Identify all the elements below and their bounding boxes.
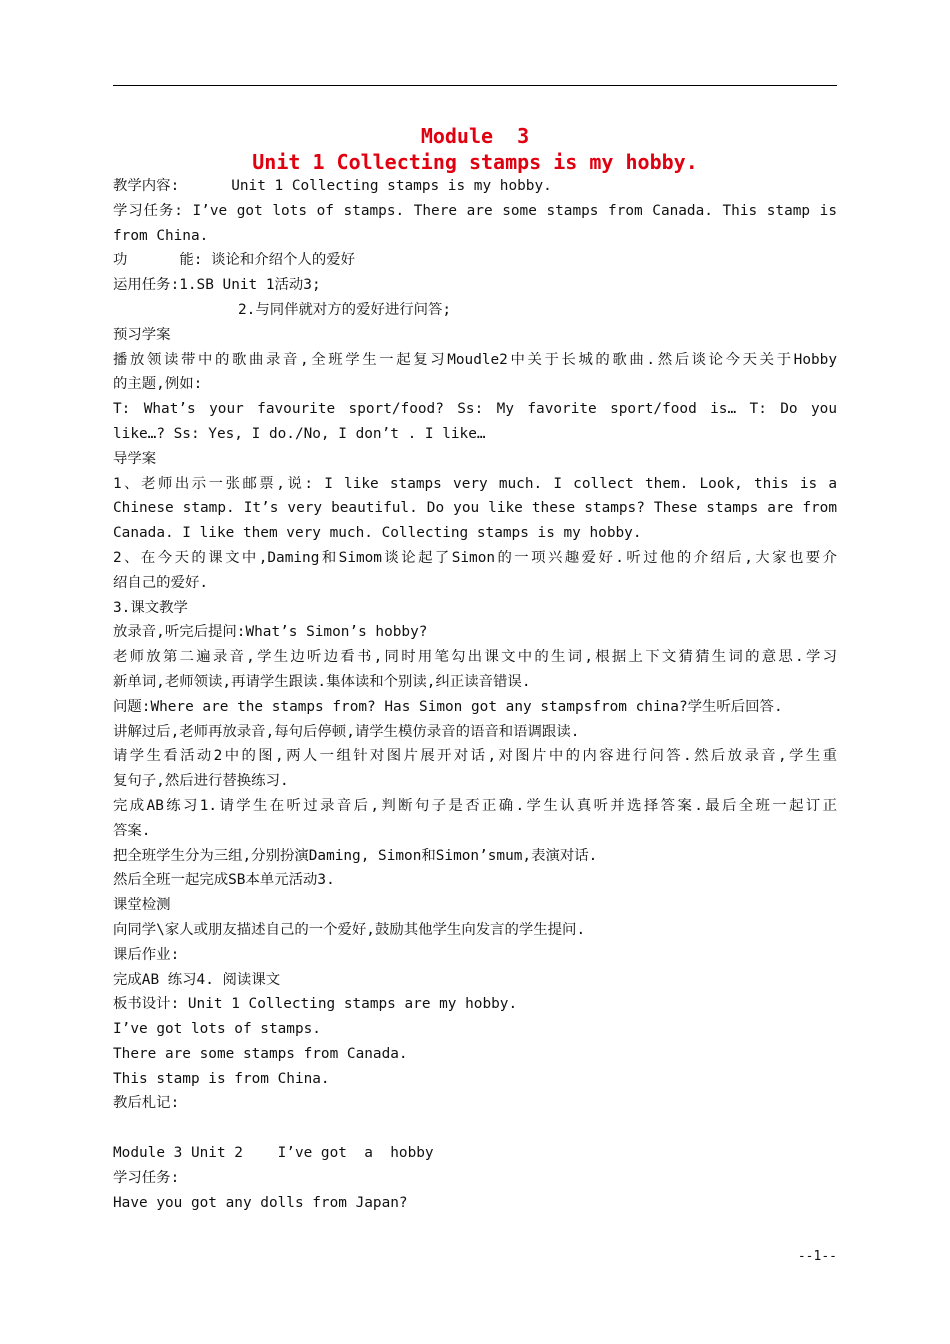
body-line: Canada. I like them very much. Collecting stamps is my hobby. — [113, 525, 642, 542]
header-rule — [113, 85, 837, 86]
body-line: 学习任务: I’ve got lots of stamps. There are some stamps from Canada. This stamp is — [113, 202, 837, 219]
body-line: 板书设计: Unit 1 Collecting stamps are my hobby. — [113, 996, 518, 1013]
unit-title: Unit 1 Collecting stamps is my hobby. — [252, 150, 698, 174]
body-line: 播放领读带中的歌曲录音,全班学生一起复习Moudle2中关于长城的歌曲.然后谈论今天关于Hobby — [113, 351, 837, 368]
body-line: from China. — [113, 227, 209, 244]
unit-heading: Module 3 Unit 2 I’ve got a hobby — [113, 1145, 434, 1162]
body-line: 功 能: 谈论和介绍个人的爱好 — [113, 252, 355, 269]
body-line: 答案. — [113, 822, 151, 839]
section-heading: 预习学案 — [113, 326, 171, 343]
blank-line — [113, 1116, 837, 1141]
body-line: 完成AB练习1.请学生在听过录音后,判断句子是否正确.学生认真听并选择答案.最后全班一起订正 — [113, 797, 837, 814]
body-line: 教学内容: Unit 1 Collecting stamps is my hobby. — [113, 178, 552, 194]
body-line: 新单词,老师领读,再请学生跟读.集体读和个别读,纠正读音错误. — [113, 673, 531, 690]
body-line: 运用任务:1.SB Unit 1活动3; — [113, 277, 321, 294]
document-body — [113, 174, 837, 1215]
body-line: like…? Ss: Yes, I do./No, I don’t . I like… — [113, 425, 486, 442]
body-line: 问题:Where are the stamps from? Has Simon got any stampsfrom china?学生听后回答. — [113, 698, 783, 715]
page-number: --1-- — [797, 1249, 837, 1264]
section-heading: 教后札记: — [113, 1095, 180, 1112]
body-line: 复句子,然后进行替换练习. — [113, 773, 289, 790]
section-heading: 课后作业: — [113, 946, 180, 963]
body-line: Have you got any dolls from Japan? — [113, 1194, 408, 1211]
section-heading: 3.课文教学 — [113, 599, 188, 616]
body-line: 2、在今天的课文中,Daming和Simom谈论起了Simon的一项兴趣爱好.听过他的介绍后,大家也要介 — [113, 549, 837, 566]
body-line: I’ve got lots of stamps. — [113, 1021, 321, 1038]
section-heading: 学习任务: — [113, 1169, 180, 1186]
body-line: 绍自己的爱好. — [113, 574, 209, 591]
body-line: 完成AB 练习4. 阅读课文 — [113, 971, 281, 988]
body-line: 的主题,例如: — [113, 376, 203, 393]
section-heading: 导学案 — [113, 450, 157, 467]
body-line: 向同学\家人或朋友描述自己的一个爱好,鼓励其他学生向发言的学生提问. — [113, 921, 586, 938]
body-line: This stamp is from China. — [113, 1070, 330, 1087]
body-line: T: What’s your favourite sport/food? Ss: My favorite sport/food is… T: Do you — [113, 401, 837, 418]
body-line: 然后全班一起完成SB本单元活动3. — [113, 872, 335, 889]
body-line: 老师放第二遍录音,学生边听边看书,同时用笔勾出课文中的生词,根据上下文猜猜生词的意思.学习 — [113, 649, 837, 666]
body-line: Chinese stamp. It’s very beautiful. Do you like these stamps? These stamps are from — [113, 500, 837, 517]
body-line: 2.与同伴就对方的爱好进行问答; — [238, 301, 452, 318]
body-line: 1、老师出示一张邮票,说: I like stamps very much. I collect them. Look, this is a — [113, 475, 837, 492]
body-line: 放录音,听完后提问:What’s Simon’s hobby? — [113, 624, 428, 641]
body-line: 讲解过后,老师再放录音,每句后停顿,请学生模仿录音的语音和语调跟读. — [113, 723, 580, 740]
body-line: 请学生看活动2中的图,两人一组针对图片展开对话,对图片中的内容进行问答.然后放录音,学生重 — [113, 748, 837, 765]
module-title: Module 3 — [420, 124, 530, 148]
section-heading: 课堂检测 — [113, 897, 171, 914]
body-line: There are some stamps from Canada. — [113, 1045, 408, 1062]
body-line: 把全班学生分为三组,分别扮演Daming, Simon和Simon’smum,表演对话. — [113, 847, 598, 864]
